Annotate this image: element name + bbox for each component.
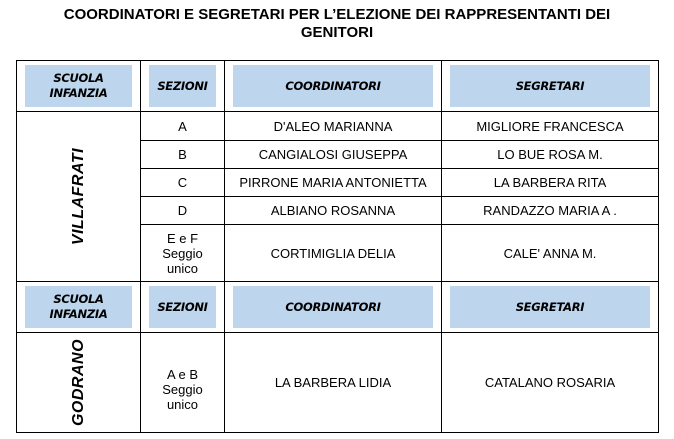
section-cell: A e B Seggio unico	[141, 333, 225, 433]
header-row-villafrati	[17, 61, 659, 112]
section-cell: E e F Seggio unico	[141, 225, 225, 282]
school-name: GODRANO	[70, 338, 87, 427]
section-cell: A	[141, 112, 225, 141]
table-row	[17, 333, 659, 433]
school-name: VILLAFRATI	[69, 147, 87, 246]
secretary-cell: CATALANO ROSARIA	[442, 333, 659, 433]
section-cell: C	[141, 169, 225, 197]
header-school: SCUOLA INFANZIA	[17, 282, 141, 333]
title-line-1: COORDINATORI E SEGRETARI PER L’ELEZIONE DEI RAPPRESENTANTI DEI	[63, 6, 611, 23]
header-sections: SEZIONI	[141, 282, 225, 333]
header-school: SCUOLA INFANZIA	[17, 61, 141, 112]
secretary-cell: LA BARBERA RITA	[442, 169, 659, 197]
secretary-cell: MIGLIORE FRANCESCA	[442, 112, 659, 141]
header-coordinators: COORDINATORI	[225, 282, 442, 333]
table-row	[17, 112, 659, 141]
secretary-cell: LO BUE ROSA M.	[442, 141, 659, 169]
coordinator-cell: ALBIANO ROSANNA	[225, 197, 442, 225]
school-cell-godrano	[17, 333, 141, 433]
section-cell: B	[141, 141, 225, 169]
coordinator-cell: CANGIALOSI GIUSEPPA	[225, 141, 442, 169]
coordinator-cell: CORTIMIGLIA DELIA	[225, 225, 442, 282]
title-line-2: GENITORI	[300, 24, 374, 41]
header-secretaries: SEGRETARI	[442, 61, 659, 112]
school-cell-villafrati	[17, 112, 141, 282]
header-coordinators: COORDINATORI	[225, 61, 442, 112]
header-row-godrano	[17, 282, 659, 333]
header-sections: SEZIONI	[141, 61, 225, 112]
header-secretaries: SEGRETARI	[442, 282, 659, 333]
coordinator-cell: LA BARBERA LIDIA	[225, 333, 442, 433]
section-cell: D	[141, 197, 225, 225]
coordinators-table	[16, 60, 659, 433]
secretary-cell: RANDAZZO MARIA A .	[442, 197, 659, 225]
secretary-cell: CALE' ANNA M.	[442, 225, 659, 282]
document-title	[0, 6, 674, 42]
coordinator-cell: PIRRONE MARIA ANTONIETTA	[225, 169, 442, 197]
coordinator-cell: D'ALEO MARIANNA	[225, 112, 442, 141]
